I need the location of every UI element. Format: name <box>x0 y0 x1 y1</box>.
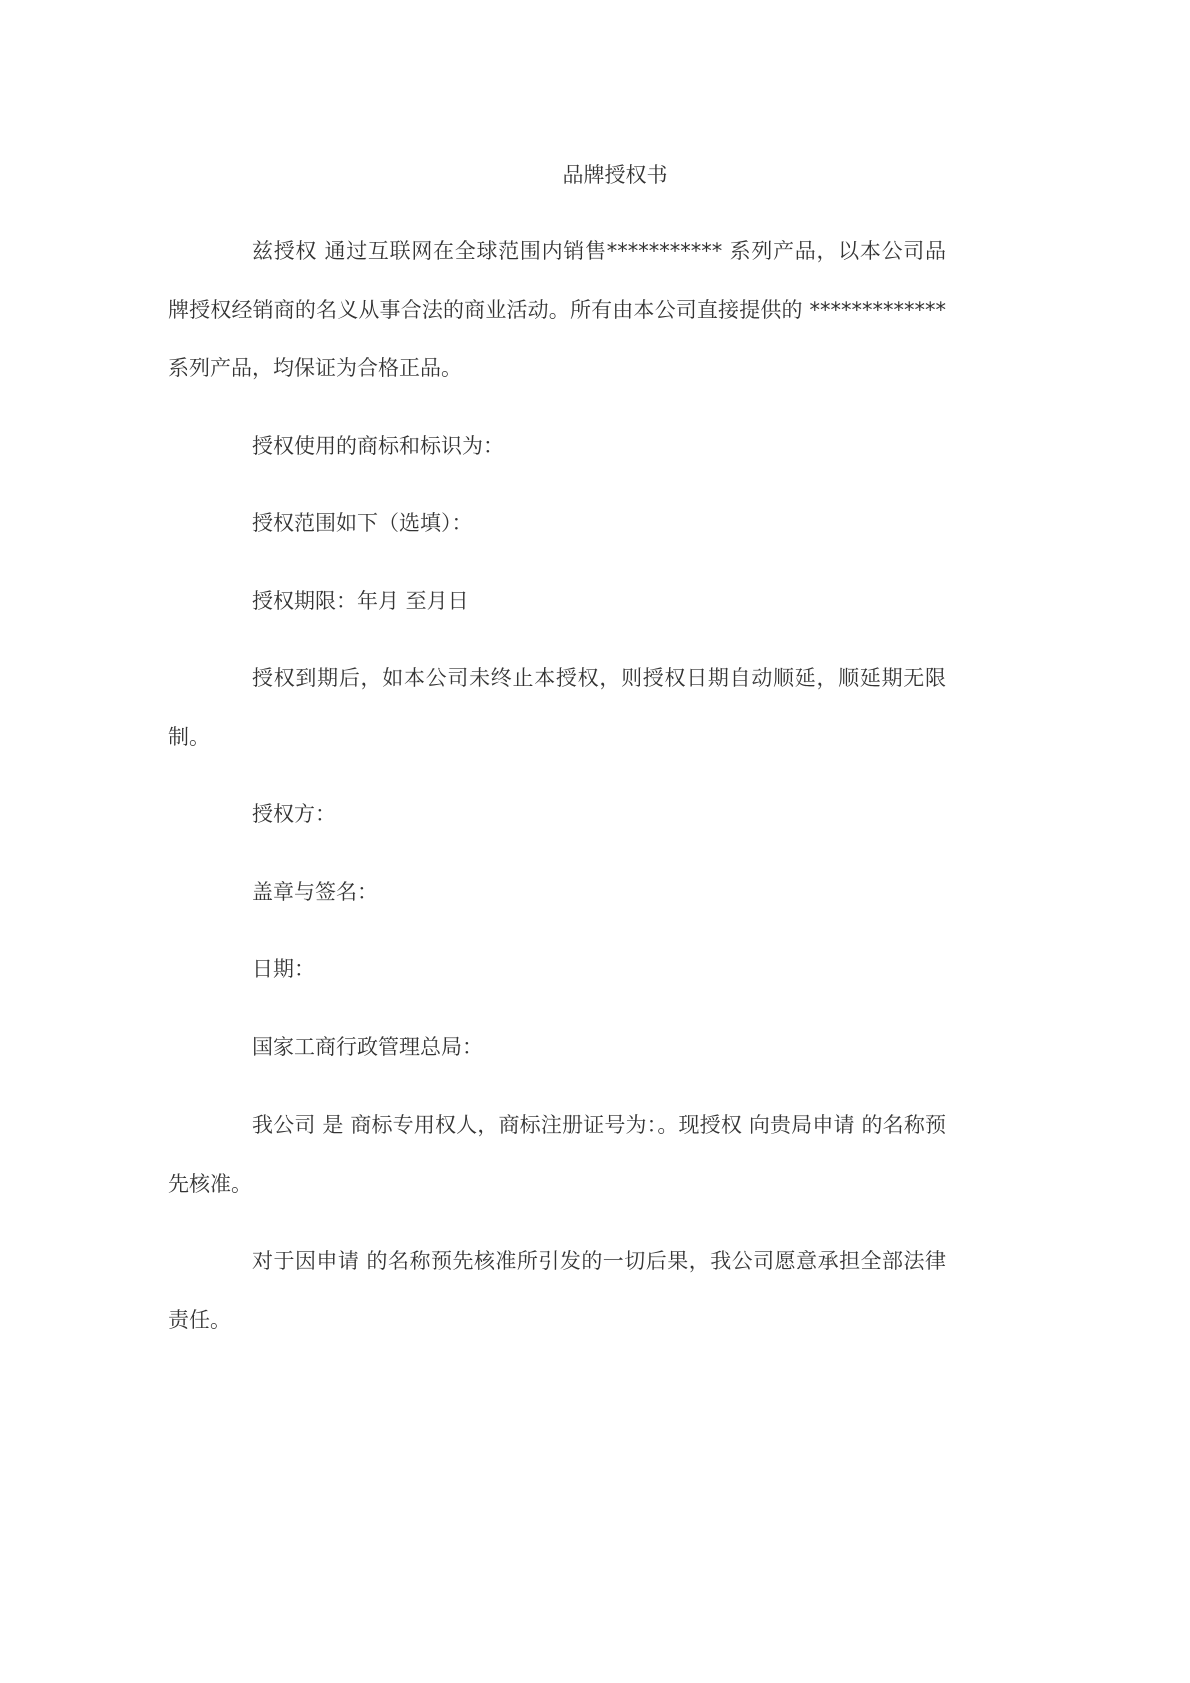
paragraph-auto-renewal: 授权到期后，如本公司未终止本授权，则授权日期自动顺延，顺延期无限制。 <box>168 666 946 749</box>
document-title: 品牌授权书 <box>562 163 668 187</box>
paragraph-trademark-owner-statement: 我公司 是 商标专用权人，商标注册证号为：。现授权 向贵局申请 的名称预先核准。 <box>168 1113 946 1196</box>
paragraph-addressee: 国家工商行政管理总局： <box>252 1035 483 1059</box>
paragraph-authorization-period: 授权期限：年月 至月日 <box>252 589 469 613</box>
paragraph-authorization-scope: 授权范围如下（选填）： <box>252 511 473 535</box>
paragraph-seal-signature: 盖章与签名： <box>252 880 378 904</box>
paragraph-authorizer: 授权方： <box>252 802 336 826</box>
paragraph-authorization-statement: 兹授权 通过互联网在全球范围内销售*********** 系列产品，以本公司品牌授权经销商的名义从事合法的商业活动。所有由本公司直接提供的 *************系列产品，均保证为合格正品。 <box>168 239 946 380</box>
paragraph-trademark-logo: 授权使用的商标和标识为： <box>252 434 504 458</box>
paragraph-liability-statement: 对于因申请 的名称预先核准所引发的一切后果，我公司愿意承担全部法律责任。 <box>168 1249 946 1332</box>
paragraph-date: 日期： <box>252 957 315 981</box>
